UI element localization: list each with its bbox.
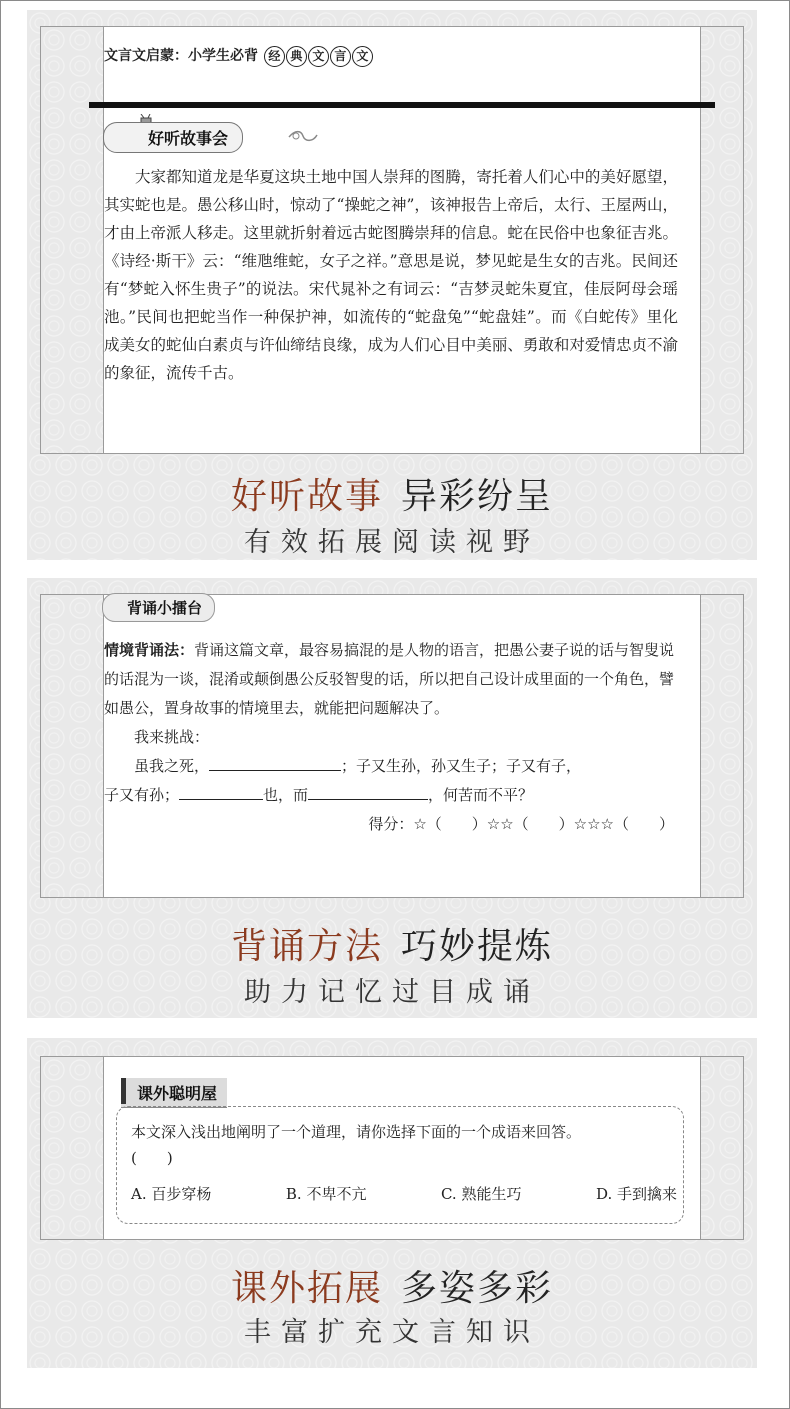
story-badge: 好听故事会: [103, 122, 243, 153]
line1-start: 虽我之死，: [134, 757, 210, 775]
story-paragraph: 大家都知道龙是华夏这块土地中国人崇拜的图腾，寄托着人们心中的美好愿望，其实蛇也是。愚公移山时，惊动了“操蛇之神”，该神报告上帝后，太行、王屋两山，才由上帝派人移走。这里就折射着远古蛇图腾崇拜的信息。蛇在民俗中也象征吉兆。《诗经·斯干》云：“维虺维蛇，女子之祥。”意思是说，梦见蛇是生女的吉兆。民间还有“梦蛇入怀生贵子”的说法。宋代晁补之有词云：“吉梦灵蛇朱夏宜，佳辰阿母会瑶池。”民间也把蛇当作一种保护神，如流传的“蛇盘兔”“蛇盘娃”。而《白蛇传》里化成美女的蛇仙白素贞与许仙缔结良缘，成为人们心目中美丽、勇敢和对爱情忠贞不渝的象征，流传千古。: [104, 168, 678, 382]
blank-3[interactable]: [308, 781, 428, 800]
book-header-text: 文言文启蒙：小学生必背: [104, 48, 258, 64]
option-d[interactable]: D. 手到擒来: [595, 1185, 677, 1203]
swirl-icon: [287, 130, 321, 144]
caption-accent: 背诵方法: [230, 926, 383, 967]
caption-subtitle: 丰富扩充文言知识: [244, 1317, 540, 1348]
recite-section: [27, 578, 757, 1018]
seal-char: 言: [330, 46, 351, 67]
challenge-line-2: [104, 781, 680, 810]
badge-bar: [121, 1078, 126, 1104]
seal-char: 文: [352, 46, 373, 67]
challenge-line-1: [104, 752, 680, 781]
quiz-options: [131, 1183, 677, 1204]
caption-accent: 课外拓展: [230, 1268, 383, 1309]
story-section: [27, 10, 757, 560]
caption-title: [27, 1260, 757, 1311]
line2-end: ，何苦而不平？: [428, 786, 534, 804]
method-label: 情境背诵法：: [104, 641, 195, 659]
blank-2[interactable]: [179, 781, 263, 800]
option-b[interactable]: B. 不卑不亢: [285, 1185, 367, 1203]
option-a[interactable]: A. 百步穿杨: [131, 1185, 212, 1203]
line1-end: ；子又生孙，孙又生子；子又有子，: [341, 757, 582, 775]
recite-content: [104, 636, 680, 839]
caption-title: [27, 468, 757, 519]
caption-accent: 好听故事: [230, 476, 383, 517]
recite-badge: 背诵小擂台: [102, 593, 215, 622]
book-header: [104, 45, 373, 67]
seal-char: 经: [264, 46, 285, 67]
answer-blank[interactable]: ( ): [131, 1149, 173, 1167]
quiz-question: [131, 1119, 677, 1171]
caption-rest: 多姿多彩: [401, 1268, 554, 1309]
blank-1[interactable]: [209, 752, 341, 771]
challenge-label: 我来挑战：: [134, 728, 210, 746]
quiz-box: [116, 1106, 684, 1224]
line2-start: 子又有孙；: [104, 786, 180, 804]
caption-title: [27, 918, 757, 969]
seal-char: 典: [286, 46, 307, 67]
option-c[interactable]: C. 熟能生巧: [440, 1185, 522, 1203]
question-text: 本文深入浅出地阐明了一个道理，请你选择下面的一个成语来回答。: [131, 1123, 582, 1141]
caption-rest: 巧妙提炼: [401, 926, 554, 967]
caption-subtitle: 助力记忆过目成诵: [244, 977, 540, 1008]
caption-rest: 异彩纷呈: [401, 476, 554, 517]
line2-mid: 也，而: [263, 786, 309, 804]
extra-section: [27, 1038, 757, 1368]
score-line: 得分：☆（ ）☆☆（ ）☆☆☆（ ）: [368, 815, 674, 833]
method-paragraph: [104, 636, 680, 723]
caption-subtitle: 有效拓展阅读视野: [244, 527, 540, 558]
extra-badge: 课外聪明屋: [121, 1078, 227, 1108]
method-text: 背诵这篇文章，最容易搞混的是人物的语言，把愚公妻子说的话与智叟说的话混为一谈，混淆或颠倒愚公反驳智叟的话，所以把自己设计成里面的一个角色，譬如愚公，置身故事的情境里去，就能把问题解决了。: [104, 641, 675, 717]
seal-char: 文: [308, 46, 329, 67]
